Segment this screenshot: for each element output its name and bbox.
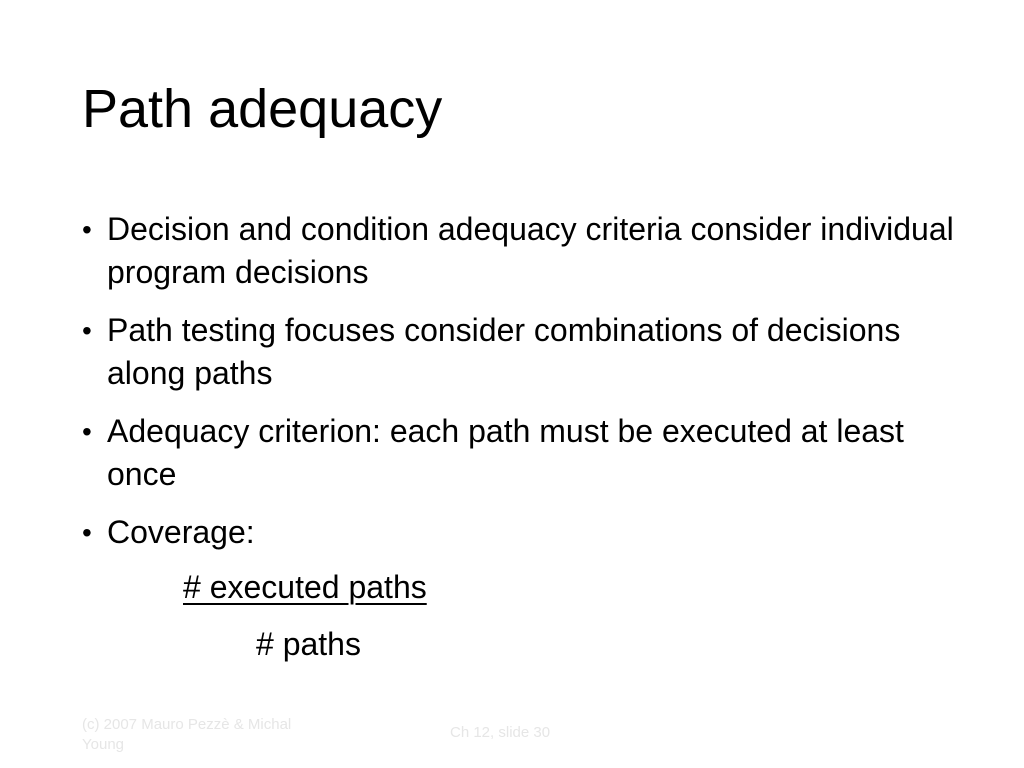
bullet-item [82,511,962,554]
bullet-list [82,208,962,569]
bullet-dot-icon: • [82,214,92,245]
bullet-item [82,410,962,496]
coverage-formula-denominator: # paths [256,626,361,662]
bullet-text: Coverage: [107,514,255,550]
bullet-item [82,309,962,395]
bullet-text: Path testing focuses consider combinations of decisions along paths [107,312,901,391]
footer-copyright: (c) 2007 Mauro Pezzè & Michal Young [82,716,292,753]
bullet-text: Decision and condition adequacy criteria consider individual program decisions [107,211,954,290]
footer-slide-number: Ch 12, slide 30 [450,724,551,741]
slide-title: Path adequacy [82,79,443,139]
bullet-text: Adequacy criterion: each path must be executed at least once [107,413,904,492]
bullet-item [82,208,962,294]
bullet-dot-icon: • [82,416,92,447]
bullet-dot-icon: • [82,517,92,548]
bullet-dot-icon: • [82,315,92,346]
coverage-formula-numerator: # executed paths [183,569,427,605]
